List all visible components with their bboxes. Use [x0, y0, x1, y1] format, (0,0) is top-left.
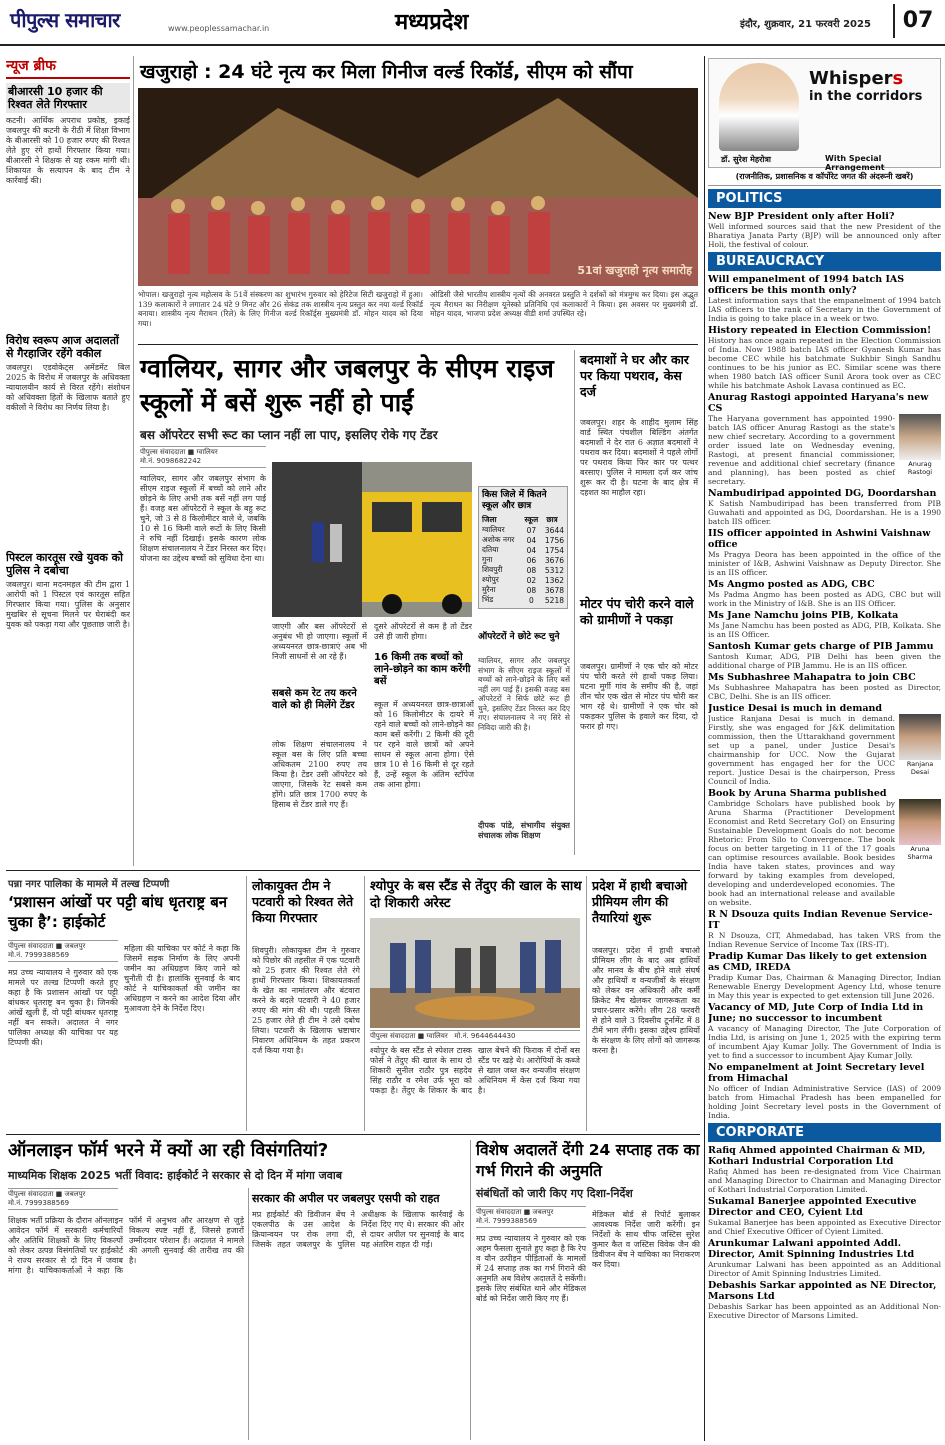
court-headline: विशेष अदालतें देंगी 24 सप्ताह तक का गर्भ गिराने की अनुमति: [476, 1141, 700, 1180]
sharma-photo: Aruna Sharma: [899, 799, 941, 907]
bureaucracy-body: Ms Subhashree Mahapatra has been posted as Director, CBC, Delhi. She is an IIS officer.: [708, 683, 941, 701]
bureaucracy-headline: Pradip Kumar Das likely to get extension as CMD, IREDA: [708, 951, 927, 973]
dateline: इंदौर, शुक्रवार, 21 फरवरी 2025: [740, 19, 871, 30]
elephant-body: जबलपुर। प्रदेश में हाथी बचाओ प्रीमियम लीग के बाद अब हाथियों और मानव के बीच होने वाले संघर्ष और हाथियों व वन्यजीवों के संरक्षण को लेकर वन अधिकारी और कर्मी क्रिकेट मैच खेलकर जागरूकता का प्रचार-प्रसार करेंगे। लीग 28 फरवरी से होने वाले 3 दिवसीय टूर्नामेंट में 8 टीमें भाग लेंगी। इसका उद्देश्य हाथियों के संरक्षण के लिए लोगों को जागरूक करना है।: [592, 946, 700, 1055]
bureaucracy-body: Cambridge Scholars have published book by Aruna Sharma (Practitioner Development Economist and Retd Secretary GoI) on Ensuring Sustainable Development Goals do not become Rhetoric: From Silo to Convergence. The book focus on better targeting in 11 of the 17 goals can optimise resources available. Book besides India have taken states, provinces and way forward by taking examples from developed, developing and underdeveloped economies. The book had an international release and available on website.: [708, 799, 895, 907]
whispers-column: [708, 58, 941, 1440]
court-body: मप्र उच्च न्यायालय ने गुरुवार को एक अहम फैसला सुनाते हुए कहा है कि रेप व यौन उत्पीड़न पीड़िताओं के मामलों में 24 सप्ताह तक का गर्भ गिराने की अनुमति अब विशेष अदालतें दे सकेंगी। इसके लिए संबंधित थाने और मेडिकल बोर्ड को निर्देश जारी किए गए हैं।: [476, 1234, 586, 1303]
whispers-banner: [708, 58, 941, 172]
bus-subhead-1: सबसे कम रेट तय करने वाले को ही मिलेंगे टेंडर: [272, 688, 357, 711]
bureaucracy-body: No officer of Indian Administrative Service (IAS) of 2009 batch from Himachal Pradesh has been empanelled for holding Joint Secretary level posts in the Government of India.: [708, 1084, 941, 1120]
bureaucracy-body: Ms Padma Angmo has been posted as ADG, CBC but will work in the Ministry of I&B. She is an IIS Officer.: [708, 590, 941, 608]
brief-3: [6, 551, 130, 840]
tendu-byline: पीपुल्स संवाददाता ■ ग्वालियर मो.नं. 9644644430: [370, 1030, 580, 1043]
bureaucracy-body: Santosh Kumar, ADG, PIB Delhi has been given the additional charge of PIB Jammu. He is an IIS officer.: [708, 652, 941, 670]
bus-body-3: लोक शिक्षण संचालनालय ने स्कूल बस के लिए प्रति बच्चा अधिकतम 2100 रुपए तय किया है। टेंडर उसी ऑपरेटर को जाएगा, जिसके रेट सबसे कम होंगे। प्रति छात्र 1700 रुपए के हिसाब से टेंडर डाले गए हैं।: [272, 740, 367, 809]
brief-headline: पिस्टल कारतूस रखे युवक को पुलिस ने दबोचा: [6, 551, 123, 577]
corporate-label: CORPORATE: [708, 1123, 941, 1142]
brief-2: [6, 334, 130, 543]
tendu-photo: [370, 918, 580, 1028]
lead-headline: खजुराहो : 24 घंटे नृत्य कर मिला गिनीज वर्ल्ड रिकॉर्ड, सीएम को सौंपा: [140, 61, 633, 83]
online-form-deck: माध्यमिक शिक्षक 2025 भर्ती विवाद: हाईकोर्ट ने सरकार से दो दिन में मांगा जवाब: [8, 1169, 343, 1182]
bus-photo: [272, 462, 472, 617]
table-title: किस जिले में कितने स्कूल और छात्र: [482, 490, 547, 511]
bureaucracy-headline: IIS officer appointed in Ashwini Vaishnaw office: [708, 528, 931, 550]
bus-subhead-2: 16 किमी तक बच्चों को लाने-छोड़ने का काम करेंगी बसें: [374, 652, 471, 687]
bureaucracy-headline: Justice Desai is much in demand: [708, 703, 883, 714]
arrangement: With Special Arrangement: [825, 154, 885, 172]
bureaucracy-headline: Will empanelment of 1994 batch IAS officers be this month only?: [708, 274, 905, 296]
hc-body-2: महिला की याचिका पर कोर्ट ने कहा कि जिसमें सड़क निर्माण के लिए अपनी जमीन का अधिग्रहण किए जाने को चुनौती दी है। हालांकि सुनवाई के बाद कोर्ट ने याचिकाकर्ता की जमीन का अधिग्रहण न करने का आदेश दिया और मुआवजा देने के निर्देश दिए।: [124, 944, 240, 1013]
table-row: मुरैना 08 3678: [482, 585, 564, 595]
stone-pelting-body: जबलपुर। शहर के शाहीद मुलाम सिंह वार्ड स्थित पंचशील बिल्डिंग अंतर्गत बदमाशों ने देर रात 6 अज्ञात बदमाशों ने पथराव कर दिया। बदमाशों ने पहले लोगों पर पथराव किया फिर कार पर पत्थर बरसाए। पुलिस ने मामला दर्ज कर जांच शुरू कर दी है। घटना के बाद क्षेत्र में दहशत का माहौल रहा।: [580, 418, 698, 497]
lead-photo: [138, 88, 698, 286]
brief-1: [6, 83, 130, 326]
table-row: ग्वालियर 07 3644: [482, 525, 564, 535]
hc-body: मप्र उच्च न्यायालय ने गुरुवार को एक मामले पर तल्ख टिप्पणी करते हुए कहा है कि प्रशासन आंखों पर पट्टी बांधकर धृतराष्ट्र बन चुका है। जिनकी आंखें खुली हैं, वो पट्टी बांधकर धृतराष्ट्र नहीं बन सकते। अदालत ने नगर पालिका अध्यक्ष की याचिका पर यह टिप्पणी की।: [8, 968, 118, 1047]
bureaucracy-headline: R N Dsouza quits Indian Revenue Service-IT: [708, 909, 933, 931]
hc-headline: ‘प्रशासन आंखों पर पट्टी बांध धृतराष्ट्र बन चुका है’: हाईकोर्ट: [8, 893, 228, 931]
bureaucracy-headline: Santosh Kumar gets charge of PIB Jammu: [708, 641, 934, 652]
court-byline: पीपुल्स संवाददाता ■ जबलपुर मो.नं. 7999388569: [476, 1206, 586, 1228]
bus-body-1: ग्वालियर, सागर और जबलपुर संभाग के सीएम राइज स्कूलों में बच्चों को लाने और छोड़ने के लिए अभी तक बसें नहीं लग पाई हैं। वजह बस ऑपरेटरों ने स्कूल के बहु रूट चुने, जो 3 से 8 किलोमीटर वाले थे, जबकि 10 से 16 किमी वाले रूटों के लिए किसी ने रुचि नहीं दिखाई। इसके कारण लोक शिक्षण संचालनालय ने टेंडर निरस्त कर दिए। योजना का उद्देश्य बच्चों को सुविधा देना था।: [140, 474, 266, 563]
newspaper-logo: पीपुल्स समाचार: [10, 8, 120, 32]
bureaucracy-headline: Vacancy of MD, Jute Corp of India Ltd in June; no successor to incumbent: [708, 1002, 924, 1024]
lead-caption-left: भोपाल। खजुराहो नृत्य महोत्सव के 51वें संस्करण का शुभारंभ गुरुवार को हेरिटेज सिटी खजुराहो में हुआ। 139 कलाकारों ने लगातार 24 घंटे 9 मिनट और 26 सेकंड तक शास्त्रीय नृत्य प्रस्तुत कर नया वर्ल्ड रिकॉर्ड बनाया। शास्त्रीय नृत्य मैराथन (रिले) के लिए गिनीज वर्ल्ड रिकॉर्ड्स मुख्यमंत्री डॉ. मोहन यादव को दिया गया।: [138, 290, 423, 328]
table-row: भिंड 0 5218: [482, 595, 564, 605]
pump-theft-body: जबलपुर। ग्रामीणों ने एक चोर को मोटर पंप चोरी करते रंगे हाथों पकड़ लिया। घटना मुर्गी गांव के समीप की है, जहां तीन चोर एक खेत से मोटर पंप चोरी कर भाग रहे थे। ग्रामीणों ने एक चोर को पकड़कर पुलिस के हवाले कर दिया, दो फरार हो गए।: [580, 662, 698, 731]
masthead: [0, 0, 945, 46]
tendu-body: श्योपुर के बस स्टैंड से स्पेशल टास्क फोर्स ने तेंदुए की खाल के साथ दो शिकारी सुनील राठौर पुत्र सहदेव सिंह राठौर व रमेश उर्फ भूरा को पकड़ा है। तेंदुए के शिकार के बाद खाल बेचने की फिराक में दोनों बस स्टैंड पर खड़े थे। आरोपियों के कब्जे से खाल जब्त कर वन्यजीव संरक्षण अधिनियम में केस दर्ज किया गया है।: [370, 1046, 580, 1095]
hc-byline: पीपुल्स संवाददाता ■ जबलपुर मो.नं. 7999388569: [8, 940, 118, 962]
online-form-headline: ऑनलाइन फॉर्म भरने में क्यों आ रही विसंगतियां?: [8, 1140, 329, 1161]
bus-deck: बस ऑपरेटर सभी रूट का प्लान नहीं ला पाए, इसलिए रोके गए टेंडर: [140, 428, 438, 442]
corporate-body: Rafiq Ahmed has been re-designated from Vice Chairman and Managing Director to Chairman and Managing Director of Kothari Industrial Corporation Limited.: [708, 1167, 941, 1194]
brief-body: कटनी। आर्थिक अपराध प्रकोष्ठ, इकाई जबलपुर की कटनी के रीठी में शिक्षा विभाग के बीआरसी को 10 हजार रुपए की रिश्वत लेते हुए रंगे हाथों गिरफ्तार किया गया। बीआरसी ने शिक्षक से यह रकम मांगी थी। शिकायत के सत्यापन के बाद टीम ने कार्रवाई की।: [6, 116, 130, 185]
rastogi-photo: Anurag Rastogi: [899, 414, 941, 486]
section-title: मध्यप्रदेश: [395, 10, 469, 35]
online-form-byline: पीपुल्स संवाददाता ■ जबलपुर मो.नं. 7999388569: [8, 1188, 118, 1210]
bus-side-body: ग्वालियर, सागर और जबलपुर संभाग के सीएम राइज स्कूलों में बच्चों को लाने-छोड़ने के लिए बसें नहीं लग पाई हैं। इसकी वजह बस ऑपरेटरों ने सिर्फ छोटे रूट ही चुने, इसलिए टेंडर निरस्त कर दिए गए। संचालनालय ने नए सिरे से निविदा जारी की है।: [478, 656, 570, 732]
bus-side-credit: दीपक पांडे, संभागीय संयुक्त संचालक लोक शिक्षण: [478, 820, 570, 840]
hc-kicker: पन्ना नगर पालिका के मामले में तल्ख टिप्पणी: [8, 879, 170, 890]
corporate-headline: Arunkumar Lalwani appointed Addl. Director, Amit Spinning Industries Ltd: [708, 1238, 915, 1260]
politics-headline: New BJP President only after Holi?: [708, 211, 895, 222]
columnist-photo: [719, 63, 799, 151]
sp-relief-subhead: सरकार की अपील पर जबलपुर एसपी को राहत: [252, 1192, 440, 1205]
bus-body-4: दूसरे ऑपरेटरों से कम है तो टेंडर उसे ही जारी होगा।: [374, 622, 472, 641]
tendu-headline: श्योपुर के बस स्टैंड से तेंदुए की खाल के साथ दो शिकारी अरेस्ट: [370, 879, 582, 911]
bureaucracy-body: A vacancy of Managing Director, The Jute Corporation of India Ltd, is arising on June 1, 2025 with the expiring term of incumbent Ajay Kumar Jolly. The Government of India is yet to find a successor to incumbent Ajay Kumar Jolly.: [708, 1024, 941, 1060]
dancers-image: [138, 88, 698, 286]
table-row: अशोक नगर 04 1756: [482, 535, 564, 545]
bureaucracy-body: Pradip Kumar Das, Chairman & Managing Director, Indian Renewable Energy Development Agency Ltd, whose tenure in May this year is expected to get extension till June 2026.: [708, 973, 941, 1000]
corporate-body: Sukamal Banerjee has been appointed as Executive Director and Chief Executive Officer of Cyient Limited.: [708, 1218, 941, 1236]
table-row: श्योपुर 02 1362: [482, 575, 564, 585]
bureaucracy-headline: History repeated in Election Commission!: [708, 325, 932, 336]
bus-byline: पीपुल्स संवाददाता ■ ग्वालियर मो.नं. 9098682242: [140, 446, 266, 468]
corporate-body: Debashis Sarkar has been appointed as an Additional Non-Executive Director of Marsons Limited.: [708, 1302, 941, 1320]
bureaucracy-headline: Ms Subhashree Mahapatra to join CBC: [708, 672, 916, 683]
festival-sign: 51वां खजुराहो नृत्य समारोह: [577, 264, 692, 277]
bureaucracy-body: Ms Jane Namchu has been posted as ADG, PIB, Kolkata. She is an IIS Officer.: [708, 621, 941, 639]
bureaucracy-label: BUREAUCRACY: [708, 252, 941, 271]
bus-body-2: जाएगी और बस ऑपरेटरों से अनुबंध भी हो जाएगा। स्कूलों में अध्ययनरत छात्र-छात्राएं अब भी निजी साधनों से आ रहे हैं।: [272, 622, 367, 661]
desai-photo: Ranjana Desai: [899, 714, 941, 786]
sp-relief-body: मप्र हाईकोर्ट की डिवीजन बेंच ने एकलपीठ के उस आदेश के क्रियान्वयन पर रोक लगा दी, जिसके तहत जबलपुर के पुलिस अधीक्षक के खिलाफ कार्रवाई के निर्देश दिए गए थे। सरकार की ओर से दायर अपील पर सुनवाई के बाद यह अंतरिम राहत दी गई।: [252, 1210, 464, 1249]
corporate-headline: Sukamal Banerjee appointed Executive Director and CEO, Cyient Ltd: [708, 1196, 917, 1218]
politics-label: POLITICS: [708, 189, 941, 208]
corporate-body: Arunkumar Lalwani has been appointed as an Additional Director of Amit Spinning Industries Limited.: [708, 1260, 941, 1278]
table-row: गुना 06 3676: [482, 555, 564, 565]
bureaucracy-headline: Anurag Rastogi appointed Haryana's new CS: [708, 392, 929, 414]
bus-body-5: स्कूल में अध्ययनरत छात्र-छात्राओं को 16 किलोमीटर के दायरे में रहने वाले बच्चों को लाने-छोड़ने का काम बसें करेंगी। 2 किमी की दूरी पर रहने वाले छात्रों को अपने साधन से स्कूल आना होगा। ऐसे छात्र 10 से 16 किमी से दूर रहते हैं, उन्हें स्कूल के अंतिम स्टॉपेज तक आना होगा।: [374, 700, 474, 789]
news-brief-title: न्यूज ब्रीफ: [6, 56, 130, 79]
bureaucracy-body: Ms Pragya Deora has been appointed in the office of the minister of I&B, Ashwini Vaishnaw as Deputy Director. She is an IIS officer.: [708, 550, 941, 577]
politics-body: Well informed sources said that the new President of the Bharatiya Janata Party (BJP) will be announced only after Holi, the festival of colour.: [708, 222, 941, 249]
arrest-image: [370, 918, 580, 1028]
site-url: www.peoplessamachar.in: [168, 24, 270, 33]
bureaucracy-headline: Book by Aruna Sharma published: [708, 788, 887, 799]
bus-side-note: ऑपरेटरों ने छोटे रूट चुने: [478, 632, 560, 642]
brief-headline: विरोध स्वरूप आज अदालतों से गैरहाजिर रहेंगे वकील: [6, 334, 119, 360]
lokayukt-headline: लोकायुक्त टीम ने पटवारी को रिश्वत लेते किया गिरफ्तार: [252, 878, 354, 925]
schools-table: [478, 486, 568, 609]
bureaucracy-body: The Haryana government has appointed 1990-batch IAS officer Anurag Rastogi as the state's new chief secretary. According to a government order issued late on Wednesday evening, Rastogi, at present financial commissioner, revenue and additional chief secretary (finance and planning), has been posted as chief secretary.: [708, 414, 895, 486]
bureaucracy-headline: Ms Angmo posted as ADG, CBC: [708, 579, 875, 590]
bureaucracy-body: R N Dsouza, CIT, Ahmedabad, has taken VRS from the Indian Revenue Service of Income Tax (IRS-IT).: [708, 931, 941, 949]
bureaucracy-headline: Ms Jane Namchu joins PIB, Kolkata: [708, 610, 899, 621]
table-row: शिवपुरी 08 5312: [482, 565, 564, 575]
school-bus-image: [272, 462, 472, 617]
page-number: 07: [893, 4, 941, 38]
stone-pelting-headline: बदमाशों ने घर और कार पर किया पथराव, केस दर्ज: [580, 352, 689, 399]
news-brief-column: [6, 56, 130, 866]
elephant-headline: प्रदेश में हाथी बचाओ प्रीमियम लीग की तैयारियां शुरू: [592, 878, 687, 925]
bureaucracy-headline: No empanelment at Joint Secretary level from Himachal: [708, 1062, 925, 1084]
bus-headline: ग्वालियर, सागर और जबलपुर के सीएम राइज स्कूलों में बसें शुरू नहीं हो पाईं: [140, 354, 554, 417]
bureaucracy-body: Justice Ranjana Desai is much in demand. Firstly, she was engaged for J&K delimitation commission, then the Uttarakhand government set up a panel, under Justice Desai's chairmanship for UCC. Now the Gujarat government has engaged her for the UCC report. Justice Desai is the chairperson, Press Council of India.: [708, 714, 895, 786]
whispers-title: Whispers in the corridors: [809, 68, 923, 104]
pump-theft-headline: मोटर पंप चोरी करने वाले को ग्रामीणों ने पकड़ा: [580, 596, 694, 627]
online-form-body: शिक्षक भर्ती प्रक्रिया के दौरान ऑनलाइन आवेदन फॉर्म में सरकारी कर्मचारियों और अतिथि शिक्षकों के लिए विकल्पों को लेकर उत्पन्न विसंगतियों पर हाईकोर्ट ने राज्य सरकार से दो दिन में जवाब मांगा है। याचिकाकर्ताओं ने कहा कि फॉर्म में अनुभव और आरक्षण से जुड़े विकल्प स्पष्ट नहीं हैं, जिससे हजारों उम्मीदवार परेशान हैं। अदालत ने मामले की अगली सुनवाई की तारीख तय की है।: [8, 1216, 244, 1275]
brief-headline: बीआरसी 10 हजार की रिश्वत लेते गिरफ्तार: [6, 83, 130, 113]
bureaucracy-body: K Satish Nambudiripad has been transferred from PIB Guwahati and appointed as DG, Doordarshan. He is a 1990 batch IIS officer.: [708, 499, 941, 526]
brief-body: जबलपुर। थाना मदनमहल की टीम द्वारा 1 आरोपी को 1 पिस्टल एवं कारतूस सहित गिरफ्तार किया गया। पुलिस के अनुसार मुखबिर से सूचना मिलने पर घेराबंदी कर युवक को पकड़ा गया और पूछताछ जारी है।: [6, 580, 130, 629]
whispers-tagline: (राजनीतिक, प्रशासनिक व कॉर्पोरेट जगत की अंदरूनी खबरें): [708, 168, 941, 186]
bureaucracy-body: History has once again repeated in the Election Commission of India. Now 1988 batch IAS officer Gyanesh Kumar has become CEC while his batchmate Sukhbir Singh Sandhu continues to be his junior as EC. Similar scene was there when 1980 batch IAS officer Sunil Arora took over as CEC while his batchmate Ashok Lavasa continued as EC.: [708, 336, 941, 390]
lokayukt-body: शिवपुरी। लोकायुक्त टीम ने गुरुवार को पिछोर की तहसील में एक पटवारी को 25 हजार की रिश्वत लेते रंगे हाथों गिरफ्तार किया। शिकायतकर्ता के खेत का नामांतरण और बंटवारा करने के बदले पटवारी ने 40 हजार रुपए की मांग की थी। पहली किस्त 25 हजार लेते ही टीम ने उसे दबोच लिया। पटवारी के खिलाफ भ्रष्टाचार निवारण अधिनियम के तहत प्रकरण दर्ज किया गया है।: [252, 946, 360, 1055]
court-deck: संबंधितों को जारी किए गए दिशा-निर्देश: [476, 1187, 633, 1200]
lead-caption-right: ओडिसी जैसे भारतीय शास्त्रीय नृत्यों की अनवरत प्रस्तुति ने दर्शकों को मंत्रमुग्ध कर दिया। इस अद्भुत नृत्य मैराथन का निरीक्षण यूनेस्को प्रतिनिधि एवं कलाकारों ने किया। इस अवसर पर मुख्यमंत्री डॉ. मोहन यादव, भाजपा प्रदेश अध्यक्ष वीडी शर्मा उपस्थित रहे।: [430, 290, 698, 318]
table-header: जिला स्कूल छात्र: [482, 515, 558, 524]
court-body-2: मेडिकल बोर्ड से रिपोर्ट बुलाकर आवश्यक निर्देश जारी करेंगी। इन निर्देशों के साथ चीफ जस्टिस सुरेश कुमार कैत व जस्टिस विवेक जैन की डिवीजन बेंच ने याचिका का निराकरण कर दिया।: [592, 1210, 700, 1269]
bureaucracy-body: Latest information says that the empanelment of 1994 batch IAS officers to the rank of Secretary in the Government of India is going to take place in a week or two.: [708, 296, 941, 323]
bureaucracy-headline: Nambudiripad appointed DG, Doordarshan: [708, 488, 937, 499]
brief-body: जबलपुर। एडवोकेट्स अमेंडमेंट बिल 2025 के विरोध में जबलपुर के अधिवक्ता न्यायालयीन कार्य से विरत रहेंगे। संशोधन को अधिवक्ता हितों के खिलाफ बताते हुए वकीलों ने विरोध का निर्णय लिया है।: [6, 363, 130, 412]
table-row: दतिया 04 1754: [482, 545, 564, 555]
corporate-headline: Debashis Sarkar appointed as NE Director, Marsons Ltd: [708, 1280, 937, 1302]
columnist-name: डॉ. सुरेश मेहरोत्रा: [721, 155, 771, 164]
corporate-headline: Rafiq Ahmed appointed Chairman & MD, Kothari Industrial Corporation Ltd: [708, 1145, 926, 1167]
